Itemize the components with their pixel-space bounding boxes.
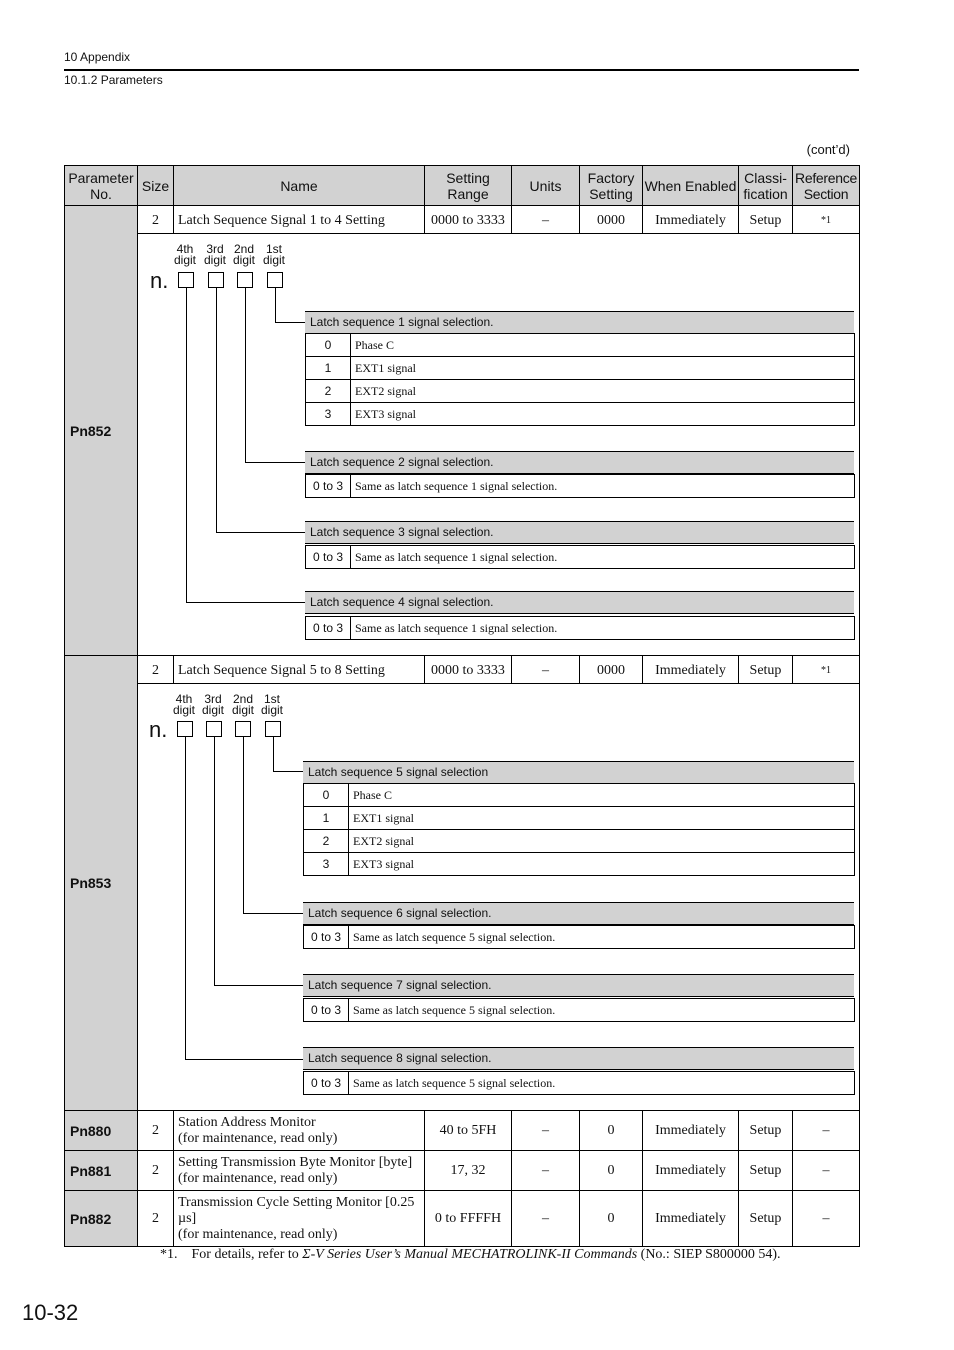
param-factory: 0 — [580, 1111, 643, 1151]
table-row — [304, 1072, 855, 1095]
selection-title: Latch sequence 3 signal selection. — [305, 521, 854, 544]
connector-line — [243, 913, 303, 914]
connector-line — [273, 737, 274, 771]
param-range: 0000 to 3333 — [425, 206, 512, 234]
digit-box-3rd — [206, 721, 222, 737]
connector-line — [275, 322, 305, 323]
connector-line — [245, 462, 305, 463]
pn852-digit-diagram — [138, 234, 860, 656]
section-heading: 10.1.2 Parameters — [64, 73, 163, 87]
setting-code: 1 — [304, 807, 349, 830]
digit-label-2nd: 2nd digit — [231, 692, 254, 717]
param-ref: – — [793, 1111, 860, 1151]
param-when: Immediately — [643, 1151, 739, 1191]
setting-code: 3 — [306, 403, 351, 426]
connector-line — [273, 771, 303, 772]
param-factory: 0000 — [580, 656, 643, 684]
param-name-line1: Transmission Cycle Setting Monitor [0.25 µs] — [178, 1194, 415, 1226]
param-factory: 0 — [580, 1151, 643, 1191]
table-row — [65, 206, 860, 234]
connector-line — [275, 288, 276, 322]
param-units: – — [512, 1151, 580, 1191]
setting-code: 2 — [304, 830, 349, 853]
param-class: Setup — [739, 1191, 793, 1247]
param-units: – — [512, 206, 580, 234]
table-row — [65, 1191, 860, 1247]
connector-line — [185, 1059, 303, 1060]
footnote-pre: For details, refer to — [191, 1247, 303, 1262]
param-range: 40 to 5FH — [425, 1111, 512, 1151]
digit-box-2nd — [235, 721, 251, 737]
setting-code: 0 to 3 — [306, 475, 351, 498]
setting-code: 3 — [304, 853, 349, 876]
selection-title: Latch sequence 5 signal selection — [303, 761, 854, 784]
setting-code: 2 — [306, 380, 351, 403]
header-rule — [64, 69, 859, 71]
digit-box-1st — [267, 272, 283, 288]
table-row — [65, 1111, 860, 1151]
header-reference: Reference Section — [793, 166, 860, 206]
digit-label-3rd: 3rd digit — [201, 692, 224, 717]
page-number: 10-32 — [22, 1300, 79, 1325]
digit-label-4th: 4th digit — [172, 692, 195, 717]
param-units: – — [512, 1111, 580, 1151]
param-no: Pn881 — [65, 1151, 138, 1191]
param-size: 2 — [138, 1151, 174, 1191]
connector-line — [216, 288, 217, 532]
digit-box-1st — [265, 721, 281, 737]
table-row — [306, 475, 855, 498]
setting-desc: Same as latch sequence 5 signal selection. — [349, 1072, 855, 1095]
setting-desc: EXT1 signal — [349, 807, 855, 830]
param-range: 0000 to 3333 — [425, 656, 512, 684]
param-name-line2: (for maintenance, read only) — [178, 1226, 338, 1242]
setting-desc: Same as latch sequence 1 signal selection. — [351, 475, 855, 498]
param-size: 2 — [138, 1191, 174, 1247]
header-name: Name — [174, 166, 425, 206]
digit-label-2nd: 2nd digit — [232, 242, 255, 267]
selection-title: Latch sequence 7 signal selection. — [303, 974, 854, 997]
table-row — [306, 380, 855, 403]
digit-label-3rd: 3rd digit — [203, 242, 226, 267]
digit-label-4th: 4th digit — [173, 242, 196, 267]
param-no: Pn852 — [65, 206, 138, 656]
param-size: 2 — [138, 1111, 174, 1151]
param-no: Pn882 — [65, 1191, 138, 1247]
table-row — [304, 830, 855, 853]
table-row — [306, 546, 855, 569]
table-row — [65, 656, 860, 684]
setting-desc: EXT2 signal — [351, 380, 855, 403]
connector-line — [243, 737, 244, 913]
setting-desc: EXT1 signal — [351, 357, 855, 380]
header-when-enabled: When Enabled — [643, 166, 739, 206]
n-prefix: n. — [149, 717, 168, 742]
digit-box-3rd — [208, 272, 224, 288]
selection-table — [305, 474, 855, 498]
selection-table — [305, 333, 855, 426]
param-name-line2: (for maintenance, read only) — [178, 1170, 338, 1186]
connector-line — [245, 288, 246, 462]
table-row-diagram — [65, 684, 860, 1111]
param-name-line2: (for maintenance, read only) — [178, 1130, 338, 1146]
digit-label-1st: 1st digit — [260, 692, 283, 717]
param-class: Setup — [739, 1111, 793, 1151]
setting-code: 0 to 3 — [306, 546, 351, 569]
setting-code: 0 — [306, 334, 351, 357]
selection-table — [305, 616, 855, 640]
setting-desc: Same as latch sequence 5 signal selection. — [349, 926, 855, 949]
connector-line — [214, 737, 215, 985]
param-when: Immediately — [643, 656, 739, 684]
param-class: Setup — [739, 206, 793, 234]
table-row — [304, 807, 855, 830]
selection-title: Latch sequence 2 signal selection. — [305, 451, 854, 474]
setting-desc: Phase C — [351, 334, 855, 357]
table-row — [304, 999, 855, 1022]
header-factory-setting: Factory Setting — [580, 166, 643, 206]
setting-code: 0 to 3 — [304, 1072, 349, 1095]
param-ref: – — [793, 1151, 860, 1191]
param-units: – — [512, 1191, 580, 1247]
connector-line — [214, 985, 303, 986]
param-name: Latch Sequence Signal 5 to 8 Setting — [174, 656, 425, 684]
selection-title: Latch sequence 8 signal selection. — [303, 1047, 854, 1070]
table-row — [304, 853, 855, 876]
param-no: Pn853 — [65, 656, 138, 1111]
setting-desc: Same as latch sequence 1 signal selection. — [351, 617, 855, 640]
param-ref: *1 — [793, 656, 860, 684]
param-when: Immediately — [643, 1111, 739, 1151]
connector-line — [186, 288, 187, 602]
digit-label-1st: 1st digit — [262, 242, 285, 267]
table-row — [306, 617, 855, 640]
setting-code: 0 to 3 — [306, 617, 351, 640]
selection-table — [303, 925, 855, 949]
header-size: Size — [138, 166, 174, 206]
param-when: Immediately — [643, 206, 739, 234]
parameter-table — [64, 165, 860, 1247]
footnote-mark: *1. — [160, 1247, 178, 1262]
setting-desc: Same as latch sequence 1 signal selection. — [351, 546, 855, 569]
selection-table — [303, 783, 855, 876]
selection-title: Latch sequence 6 signal selection. — [303, 902, 854, 925]
header-classification: Classi-fication — [739, 166, 793, 206]
connector-line — [216, 532, 305, 533]
setting-desc: EXT3 signal — [349, 853, 855, 876]
table-header-row — [65, 166, 860, 206]
param-class: Setup — [739, 1151, 793, 1191]
header-units: Units — [512, 166, 580, 206]
param-name — [174, 1191, 425, 1247]
table-row — [306, 403, 855, 426]
footnote-manual-title: Σ-V Series User’s Manual MECHATROLINK-II Commands — [302, 1247, 638, 1262]
selection-table — [305, 545, 855, 569]
digit-box-4th — [177, 721, 193, 737]
param-class: Setup — [739, 656, 793, 684]
header-setting-range: Setting Range — [425, 166, 512, 206]
param-name — [174, 1111, 425, 1151]
pn853-digit-diagram — [138, 684, 860, 1111]
table-row — [304, 926, 855, 949]
selection-table — [303, 1071, 855, 1095]
table-row — [304, 784, 855, 807]
param-factory: 0000 — [580, 206, 643, 234]
table-row-diagram — [65, 234, 860, 656]
param-range: 17, 32 — [425, 1151, 512, 1191]
param-units: – — [512, 656, 580, 684]
chapter-heading: 10 Appendix — [64, 50, 131, 64]
param-size: 2 — [138, 206, 174, 234]
setting-code: 0 — [304, 784, 349, 807]
selection-title: Latch sequence 1 signal selection. — [305, 311, 854, 334]
setting-code: 0 to 3 — [304, 926, 349, 949]
param-name-line1: Setting Transmission Byte Monitor [byte] — [178, 1154, 413, 1170]
selection-title: Latch sequence 4 signal selection. — [305, 591, 854, 614]
param-size: 2 — [138, 656, 174, 684]
table-row — [306, 334, 855, 357]
table-row — [306, 357, 855, 380]
footnote-post: (No.: SIEP S800000 54). — [637, 1247, 781, 1262]
setting-desc: Phase C — [349, 784, 855, 807]
param-range: 0 to FFFFH — [425, 1191, 512, 1247]
param-ref: *1 — [793, 206, 860, 234]
param-ref: – — [793, 1191, 860, 1247]
param-when: Immediately — [643, 1191, 739, 1247]
setting-code: 0 to 3 — [304, 999, 349, 1022]
setting-code: 1 — [306, 357, 351, 380]
footnote — [160, 1247, 781, 1263]
digit-box-4th — [178, 272, 194, 288]
param-name-line1: Station Address Monitor — [178, 1114, 316, 1130]
param-name — [174, 1151, 425, 1191]
setting-desc: EXT2 signal — [349, 830, 855, 853]
continued-label: (cont’d) — [806, 142, 850, 157]
param-factory: 0 — [580, 1191, 643, 1247]
param-name: Latch Sequence Signal 1 to 4 Setting — [174, 206, 425, 234]
selection-table — [303, 998, 855, 1022]
setting-desc: EXT3 signal — [351, 403, 855, 426]
connector-line — [185, 737, 186, 1059]
connector-line — [186, 602, 305, 603]
header-param-no: Parameter No. — [65, 166, 138, 206]
setting-desc: Same as latch sequence 5 signal selection. — [349, 999, 855, 1022]
n-prefix: n. — [150, 268, 169, 293]
table-row — [65, 1151, 860, 1191]
param-no: Pn880 — [65, 1111, 138, 1151]
digit-box-2nd — [237, 272, 253, 288]
